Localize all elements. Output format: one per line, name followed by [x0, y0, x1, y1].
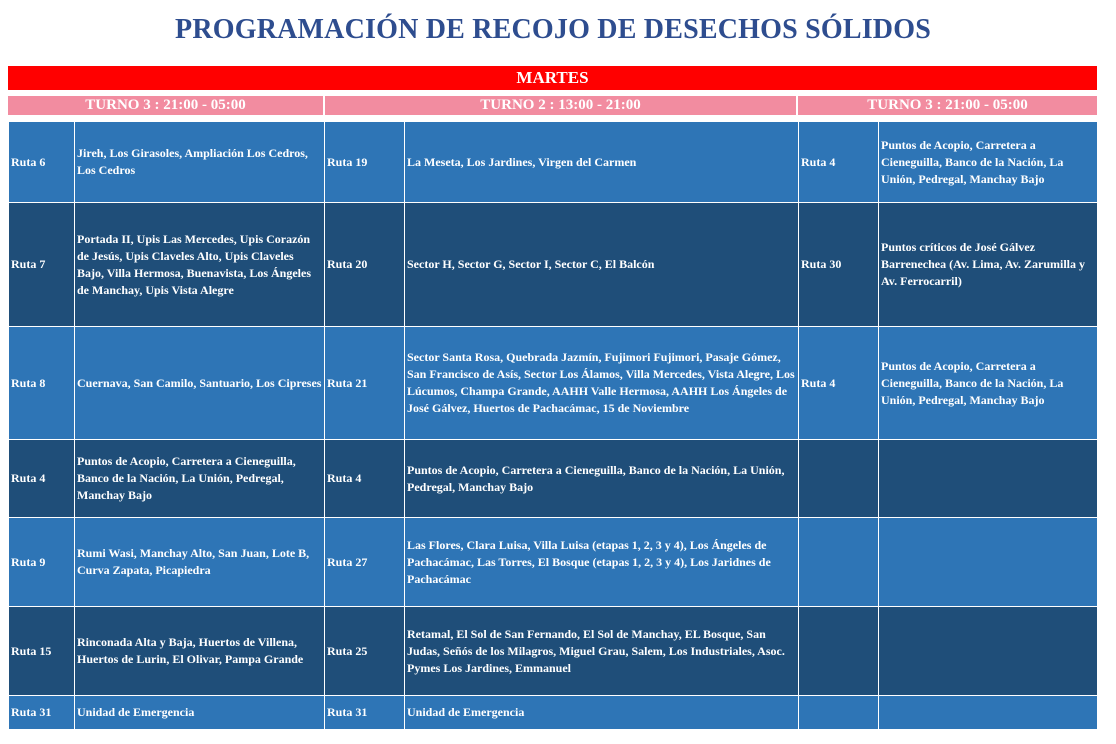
sectors-cell: [879, 518, 1098, 607]
table-row: [9, 607, 1098, 696]
shift-header-2: TURNO 2 : 13:00 - 21:00: [325, 96, 796, 115]
route-cell: Ruta 4: [9, 440, 75, 518]
sectors-cell: Las Flores, Clara Luisa, Villa Luisa (etapas 1, 2, 3 y 4), Los Ángeles de Pachacámac, Las Torres, El Bosque (etapas 1, 2, 3 y 4), Los Jaridnes de Pachacámac: [405, 518, 799, 607]
sectors-cell: Retamal, El Sol de San Fernando, El Sol de Manchay, EL Bosque, San Judas, Señós de los Milagros, Miguel Grau, Salem, Los Industriales, Asoc. Pymes Los Jardines, Emmanuel: [405, 607, 799, 696]
route-cell: [799, 518, 879, 607]
sectors-cell: La Meseta, Los Jardines, Virgen del Carmen: [405, 122, 799, 203]
shift-header-1: TURNO 3 : 21:00 - 05:00: [8, 96, 323, 115]
route-cell: Ruta 21: [325, 327, 405, 440]
sectors-cell: Puntos críticos de José Gálvez Barrenechea (Av. Lima, Av. Zarumilla y Av. Ferrocarril): [879, 203, 1098, 327]
route-cell: Ruta 20: [325, 203, 405, 327]
sectors-cell: Rinconada Alta y Baja, Huertos de Villena, Huertos de Lurin, El Olivar, Pampa Grande: [75, 607, 325, 696]
route-cell: Ruta 19: [325, 122, 405, 203]
route-cell: [799, 696, 879, 730]
table-row: [9, 518, 1098, 607]
sectors-cell: Puntos de Acopio, Carretera a Cieneguilla, Banco de la Nación, La Unión, Pedregal, Manchay Bajo: [879, 327, 1098, 440]
route-cell: Ruta 27: [325, 518, 405, 607]
sectors-cell: Unidad de Emergencia: [405, 696, 799, 730]
sectors-cell: Puntos de Acopio, Carretera a Cieneguilla, Banco de la Nación, La Unión, Pedregal, Manchay Bajo: [75, 440, 325, 518]
sectors-cell: Puntos de Acopio, Carretera a Cieneguilla, Banco de la Nación, La Unión, Pedregal, Manchay Bajo: [879, 122, 1098, 203]
route-cell: Ruta 31: [9, 696, 75, 730]
route-cell: Ruta 8: [9, 327, 75, 440]
route-cell: Ruta 31: [325, 696, 405, 730]
sectors-cell: [879, 696, 1098, 730]
table-row: [9, 327, 1098, 440]
sectors-cell: Rumi Wasi, Manchay Alto, San Juan, Lote B, Curva Zapata, Picapiedra: [75, 518, 325, 607]
sectors-cell: Portada II, Upis Las Mercedes, Upis Corazón de Jesús, Upis Claveles Alto, Upis Claveles Bajo, Villa Hermosa, Buenavista, Los Ángeles de Manchay, Upis Vista Alegre: [75, 203, 325, 327]
route-cell: [799, 440, 879, 518]
route-cell: Ruta 7: [9, 203, 75, 327]
day-header: MARTES: [8, 66, 1097, 90]
route-cell: Ruta 4: [799, 327, 879, 440]
sectors-cell: Cuernava, San Camilo, Santuario, Los Cipreses: [75, 327, 325, 440]
route-cell: Ruta 9: [9, 518, 75, 607]
route-cell: Ruta 25: [325, 607, 405, 696]
table-row: [9, 696, 1098, 730]
sectors-cell: [879, 607, 1098, 696]
route-cell: Ruta 6: [9, 122, 75, 203]
sectors-cell: Sector Santa Rosa, Quebrada Jazmín, Fujimori Fujimori, Pasaje Gómez, San Francisco de Asís, Sector Los Álamos, Villa Mercedes, Vista Alegre, Los Lúcumos, Champa Grande, AAHH Valle Hermosa, AAHH Los Ángeles de José Gálvez, Huertos de Pachacámac, 15 de Noviembre: [405, 327, 799, 440]
table-row: [9, 440, 1098, 518]
sectors-cell: Sector H, Sector G, Sector I, Sector C, El Balcón: [405, 203, 799, 327]
shift-header-3: TURNO 3 : 21:00 - 05:00: [798, 96, 1097, 115]
schedule-table: [8, 121, 1098, 730]
table-row: [9, 203, 1098, 327]
sectors-cell: [879, 440, 1098, 518]
route-cell: Ruta 15: [9, 607, 75, 696]
page-title: PROGRAMACIÓN DE RECOJO DE DESECHOS SÓLIDOS: [175, 14, 931, 45]
table-row: [9, 122, 1098, 203]
sectors-cell: Puntos de Acopio, Carretera a Cieneguilla, Banco de la Nación, La Unión, Pedregal, Manchay Bajo: [405, 440, 799, 518]
route-cell: Ruta 4: [799, 122, 879, 203]
route-cell: Ruta 4: [325, 440, 405, 518]
sectors-cell: Jireh, Los Girasoles, Ampliación Los Cedros, Los Cedros: [75, 122, 325, 203]
route-cell: Ruta 30: [799, 203, 879, 327]
sectors-cell: Unidad de Emergencia: [75, 696, 325, 730]
route-cell: [799, 607, 879, 696]
